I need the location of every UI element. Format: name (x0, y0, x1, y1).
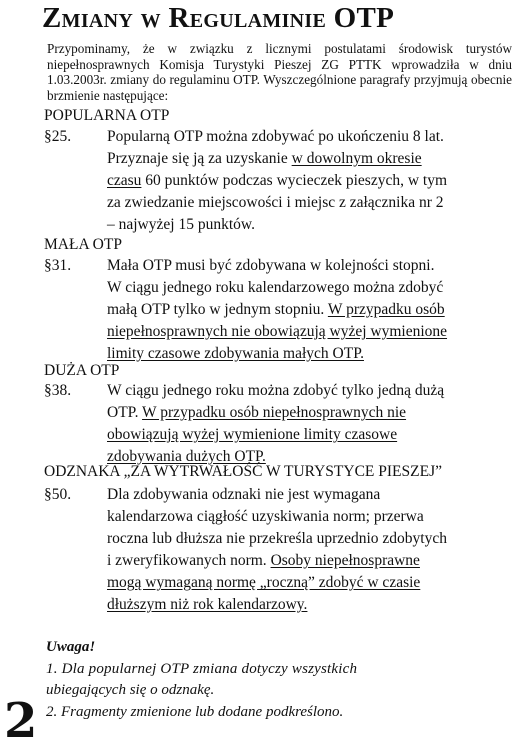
paragraph-line (107, 506, 512, 528)
text-fragment: za zwiedzanie miejscowości i miejsc z załącznika nr 2 (107, 194, 444, 211)
text-fragment: 60 punktów podczas wycieczek pieszych, w tym (141, 172, 448, 189)
notes-title: Uwaga! (46, 639, 96, 655)
paragraph-line (107, 594, 512, 616)
note-line: 2. Fragmenty zmienione lub dodane podkreślono. (46, 703, 344, 720)
text-fragment: Popularną OTP można zdobywać po ukończeniu 8 lat. (107, 128, 444, 145)
text-fragment: kalendarzowa ciągłość uzyskiwania norm; przerwa (107, 508, 424, 525)
paragraph-line (107, 214, 512, 236)
text-fragment: roczna lub dłuższa nie przekreśla uprzednio zdobytych (107, 530, 447, 547)
paragraph-line (107, 126, 512, 148)
paragraph-line (107, 528, 512, 550)
paragraph-line (107, 402, 512, 424)
underlined-fragment: W przypadku osób (327, 301, 445, 318)
text-fragment: Przyznaje się ją za uzyskanie (107, 150, 292, 167)
intro-paragraph: Przypominamy, że w związku z licznymi postulatami środowisk turystów niepełnosprawnych Komisja Turystyki Pieszej ZG PTTK wprowadziła w dniu 1.03.2003r. zmiany do regulaminu OTP. Wyszczególnione paragrafy przyjmują obecnie brzmienie następujące: (47, 41, 512, 103)
paragraph-line (107, 299, 512, 321)
paragraph-number-38: §38. (44, 382, 72, 399)
text-fragment: Dla zdobywania odznaki nie jest wymagana (107, 486, 381, 503)
text-fragment: W ciągu jednego roku można zdobyć tylko jedną dużą (107, 382, 445, 399)
paragraph-text-50 (107, 484, 512, 616)
section-heading-mala: MAŁA OTP (44, 236, 122, 253)
paragraph-line (107, 550, 512, 572)
underlined-fragment: obowiązują wyżej wymienione limity czasowe (107, 426, 398, 443)
paragraph-line (107, 255, 512, 277)
underlined-fragment: Osoby niepełnosprawne (270, 552, 420, 569)
paragraph-line (107, 170, 512, 192)
paragraph-number-50: §50. (44, 486, 72, 503)
paragraph-line (107, 343, 512, 365)
paragraph-line (107, 321, 512, 343)
paragraph-number-25: §25. (44, 128, 72, 145)
underlined-fragment: limity czasowe zdobywania małych OTP. (107, 345, 364, 362)
page-number: 2 (4, 693, 38, 749)
section-heading-duza: DUŻA OTP (44, 362, 120, 379)
section-heading-wytrwalosc: ODZNAKA „ZA WYTRWAŁOŚĆ W TURYSTYCE PIESZEJ” (44, 463, 442, 480)
underlined-fragment: w dowolnym okresie (291, 150, 422, 167)
paragraph-line (107, 572, 512, 594)
underlined-fragment: W przypadku osób niepełnosprawnych nie (142, 404, 407, 421)
note-line: ubiegających się o odznakę. (46, 682, 215, 698)
paragraph-line (107, 424, 512, 446)
paragraph-text-31 (107, 255, 512, 365)
underlined-fragment: niepełnosprawnych nie obowiązują wyżej wymienione (107, 323, 448, 340)
text-fragment: – najwyżej 15 punktów. (107, 216, 255, 233)
page-title: Zmiany w Regulaminie OTP (42, 2, 395, 34)
text-fragment: małą OTP tylko w jednym stopniu. (107, 301, 328, 318)
underlined-fragment: zdobywania dużych OTP. (107, 448, 266, 465)
paragraph-line (107, 277, 512, 299)
paragraph-line (107, 380, 512, 402)
notes-block (46, 637, 512, 723)
paragraph-line (107, 484, 512, 506)
text-fragment: Mała OTP musi być zdobywana w kolejności stopni. (107, 257, 435, 274)
underlined-fragment: dłuższym niż rok kalendarzowy. (107, 596, 308, 613)
underlined-fragment: mogą wymaganą normę „roczną” zdobyć w czasie (107, 574, 421, 591)
text-fragment: W ciągu jednego roku kalendarzowego można zdobyć (107, 279, 444, 296)
note-line: 1. Dla popularnej OTP zmiana dotyczy wszystkich (46, 660, 358, 677)
paragraph-text-38 (107, 380, 512, 468)
text-fragment: i zweryfikowanych norm. (107, 552, 271, 569)
text-fragment: OTP. (107, 404, 143, 421)
paragraph-line (107, 192, 512, 214)
section-heading-popularna: POPULARNA OTP (44, 107, 170, 124)
paragraph-line (107, 148, 512, 170)
underlined-fragment: czasu (107, 172, 142, 189)
paragraph-number-31: §31. (44, 257, 72, 274)
paragraph-text-25 (107, 126, 512, 236)
